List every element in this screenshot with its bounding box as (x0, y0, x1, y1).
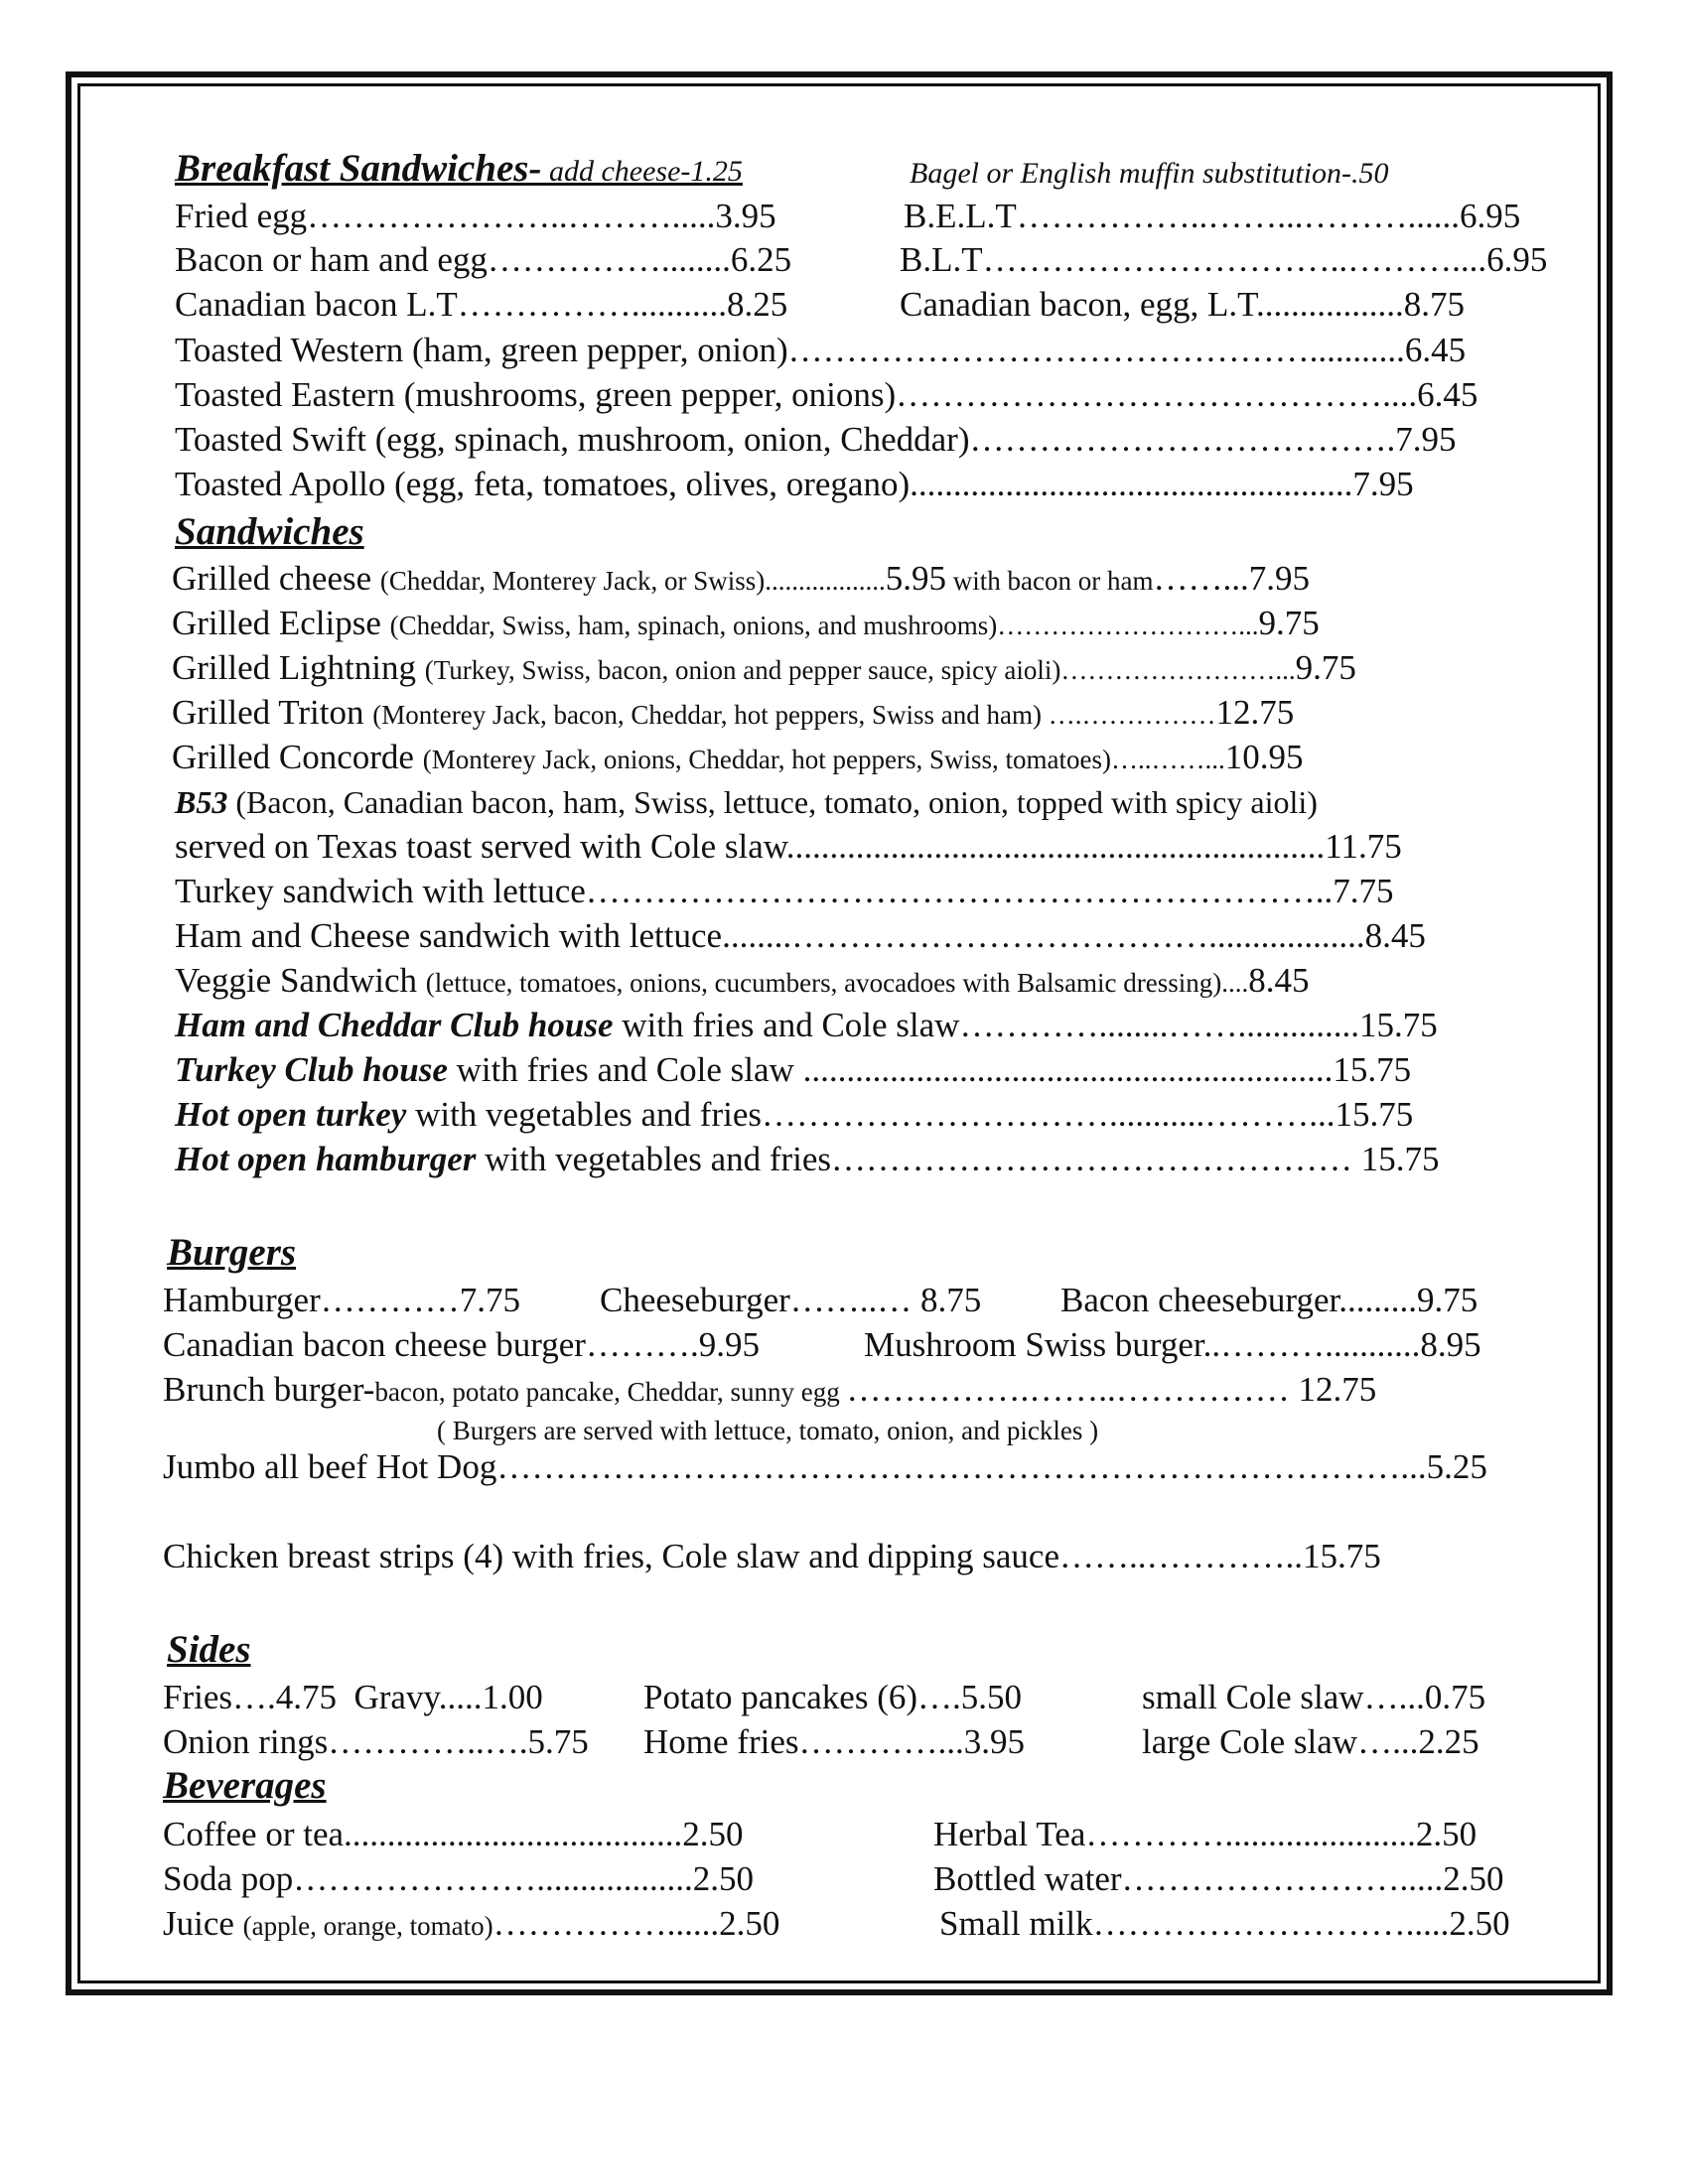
item-description: bacon, potato pancake, Cheddar, sunny egg (374, 1377, 847, 1407)
menu-item: Home fries…………...3.95 (643, 1722, 1025, 1761)
menu-item (172, 604, 1320, 645)
item-description: with vegetables and fries…………………………...........………...15.75 (406, 1095, 1414, 1134)
item-name: B53 (175, 784, 228, 820)
menu-item: Herbal Tea…………......................2.50 (933, 1815, 1477, 1853)
menu-item: Potato pancakes (6)….5.50 (643, 1678, 1023, 1716)
item-price: 9.75 (1258, 604, 1320, 642)
menu-item: Bottled water…………………….....2.50 (933, 1859, 1504, 1898)
item-description: (Bacon, Canadian bacon, ham, Swiss, lettuce, tomato, onion, topped with spicy aioli) (227, 784, 1318, 820)
menu-item (172, 738, 1304, 779)
item-price: …………….……..…………… 12.75 (846, 1370, 1377, 1409)
item-description: with fries and Cole slaw .............................................................15.75 (447, 1050, 1412, 1089)
menu-item (172, 693, 1294, 735)
sandwiches-heading: Sandwiches (175, 510, 364, 553)
item-name: Brunch burger- (163, 1370, 375, 1409)
item-price: 10.95 (1224, 738, 1304, 776)
item-name: Hot open turkey (175, 1095, 407, 1134)
breakfast-heading-text: Breakfast Sandwiches (175, 147, 529, 190)
bagel-substitution-note: Bagel or English muffin substitution-.50 (910, 157, 1389, 190)
item-price: 12.75 (1215, 693, 1295, 732)
menu-item (175, 1006, 1438, 1045)
menu-item (175, 782, 1318, 822)
menu-item: Cheeseburger……..… 8.75 (600, 1281, 982, 1319)
item-description: (Monterey Jack, onions, Cheddar, hot peppers, Swiss, tomatoes)…..……... (422, 745, 1225, 774)
item-description: (apple, orange, tomato) (242, 1911, 493, 1941)
menu-item: Turkey sandwich with lettuce………………………………………………………..7.75 (175, 872, 1394, 910)
menu-item: Chicken breast strips (4) with fries, Cole slaw and dipping sauce……..…………..15.75 (163, 1537, 1381, 1575)
menu-item (175, 1095, 1413, 1135)
item-name: Grilled Triton (172, 693, 373, 732)
menu-item: Mushroom Swiss burger..………...........8.95 (864, 1325, 1481, 1364)
beverages-heading: Beverages (163, 1764, 327, 1807)
item-name: Grilled Eclipse (172, 604, 390, 642)
menu-item: Toasted Apollo (egg, feta, tomatoes, olives, oregano)...................................................7.95 (175, 465, 1414, 503)
item-price: 5.95 (885, 559, 946, 598)
item-description: (Cheddar, Monterey Jack, or Swiss).................. (379, 566, 886, 596)
menu-item: Jumbo all beef Hot Dog……………………………………………………………………...5.25 (163, 1447, 1487, 1486)
menu-item: Hamburger…………7.75 (163, 1281, 520, 1319)
menu-item (175, 1140, 1440, 1179)
item-name: Juice (163, 1904, 243, 1943)
menu-item (163, 1904, 779, 1946)
add-cheese-note: add cheese-1.25 (541, 155, 743, 188)
item-description: (lettuce, tomatoes, onions, cucumbers, avocadoes with Balsamic dressing).... (425, 968, 1249, 998)
item-price: 8.45 (1248, 961, 1310, 1000)
burger-toppings-note: ( Burgers are served with lettuce, tomato, onion, and pickles ) (437, 1416, 1099, 1445)
menu-item: served on Texas toast served with Cole slaw..............................................................11.75 (175, 827, 1402, 866)
menu-item: Ham and Cheese sandwich with lettuce........………………………………..................8.45 (175, 916, 1426, 955)
item-name: Veggie Sandwich (175, 961, 426, 1000)
burgers-heading: Burgers (167, 1231, 297, 1274)
item-name: Turkey Club house (175, 1050, 448, 1089)
menu-item: Toasted Eastern (mushrooms, green pepper, onions)……………………………………....6.45 (175, 375, 1478, 414)
menu-item: Coffee or tea.......................................2.50 (163, 1815, 744, 1853)
menu-item: Bacon cheeseburger.........9.75 (1060, 1281, 1478, 1319)
item-name: Hot open hamburger (175, 1140, 477, 1178)
menu-item (172, 559, 1310, 601)
menu-item: Fries….4.75 Gravy.....1.00 (163, 1678, 543, 1716)
menu-item: Toasted Swift (egg, spinach, mushroom, onion, Cheddar)……………………………….7.95 (175, 420, 1457, 459)
menu-item: small Cole slaw…...0.75 (1142, 1678, 1486, 1716)
menu-item (163, 1370, 1376, 1412)
menu-item: B.L.T…………………………..………....6.95 (900, 240, 1548, 279)
menu-item: large Cole slaw…...2.25 (1142, 1722, 1479, 1761)
item-description: with vegetables and fries……………………………………… 15.75 (476, 1140, 1440, 1178)
menu-item: Canadian bacon cheese burger……….9.95 (163, 1325, 760, 1364)
menu-item (172, 648, 1356, 690)
item-name: Grilled Lightning (172, 648, 425, 687)
item-description: (Cheddar, Swiss, ham, spinach, onions, and mushrooms)………………………... (389, 611, 1259, 640)
item-price: 9.75 (1295, 648, 1356, 687)
menu-item (175, 961, 1310, 1003)
menu-item: Toasted Western (ham, green pepper, onion)………………………………………...........6.45 (175, 331, 1467, 369)
menu-item: Canadian bacon L.T……………...........8.25 (175, 285, 788, 324)
item-description: (Monterey Jack, bacon, Cheddar, hot peppers, Swiss and ham) ….…………… (372, 700, 1216, 730)
sides-heading: Sides (167, 1628, 251, 1671)
item-description: with fries and Cole slaw…………........……..............15.75 (613, 1006, 1438, 1044)
menu-item: Onion rings…………..….5.75 (163, 1722, 589, 1761)
menu-item: Canadian bacon, egg, L.T.................8.75 (900, 285, 1465, 324)
heading-dash: - (528, 147, 542, 190)
breakfast-heading (175, 147, 743, 194)
menu-item: Bacon or ham and egg……………........6.25 (175, 240, 792, 279)
item-price: ……………......2.50 (492, 1904, 780, 1943)
menu-item: Fried egg…………………..……….....3.95 (175, 197, 776, 235)
item-extra: with bacon or ham (946, 566, 1154, 596)
item-name: Grilled Concorde (172, 738, 423, 776)
menu-item: Soda pop…………………..................2.50 (163, 1859, 754, 1898)
item-description: (Turkey, Swiss, bacon, onion and pepper sauce, spicy aioli)……………………... (424, 655, 1296, 685)
menu-item: B.E.L.T……………..……...………......6.95 (904, 197, 1521, 235)
menu-item (175, 1050, 1411, 1090)
menu-item: Small milk……………………….....2.50 (939, 1904, 1510, 1943)
item-name: Grilled cheese (172, 559, 380, 598)
item-extra-price: ……...7.95 (1153, 559, 1310, 598)
item-name: Ham and Cheddar Club house (175, 1006, 614, 1044)
